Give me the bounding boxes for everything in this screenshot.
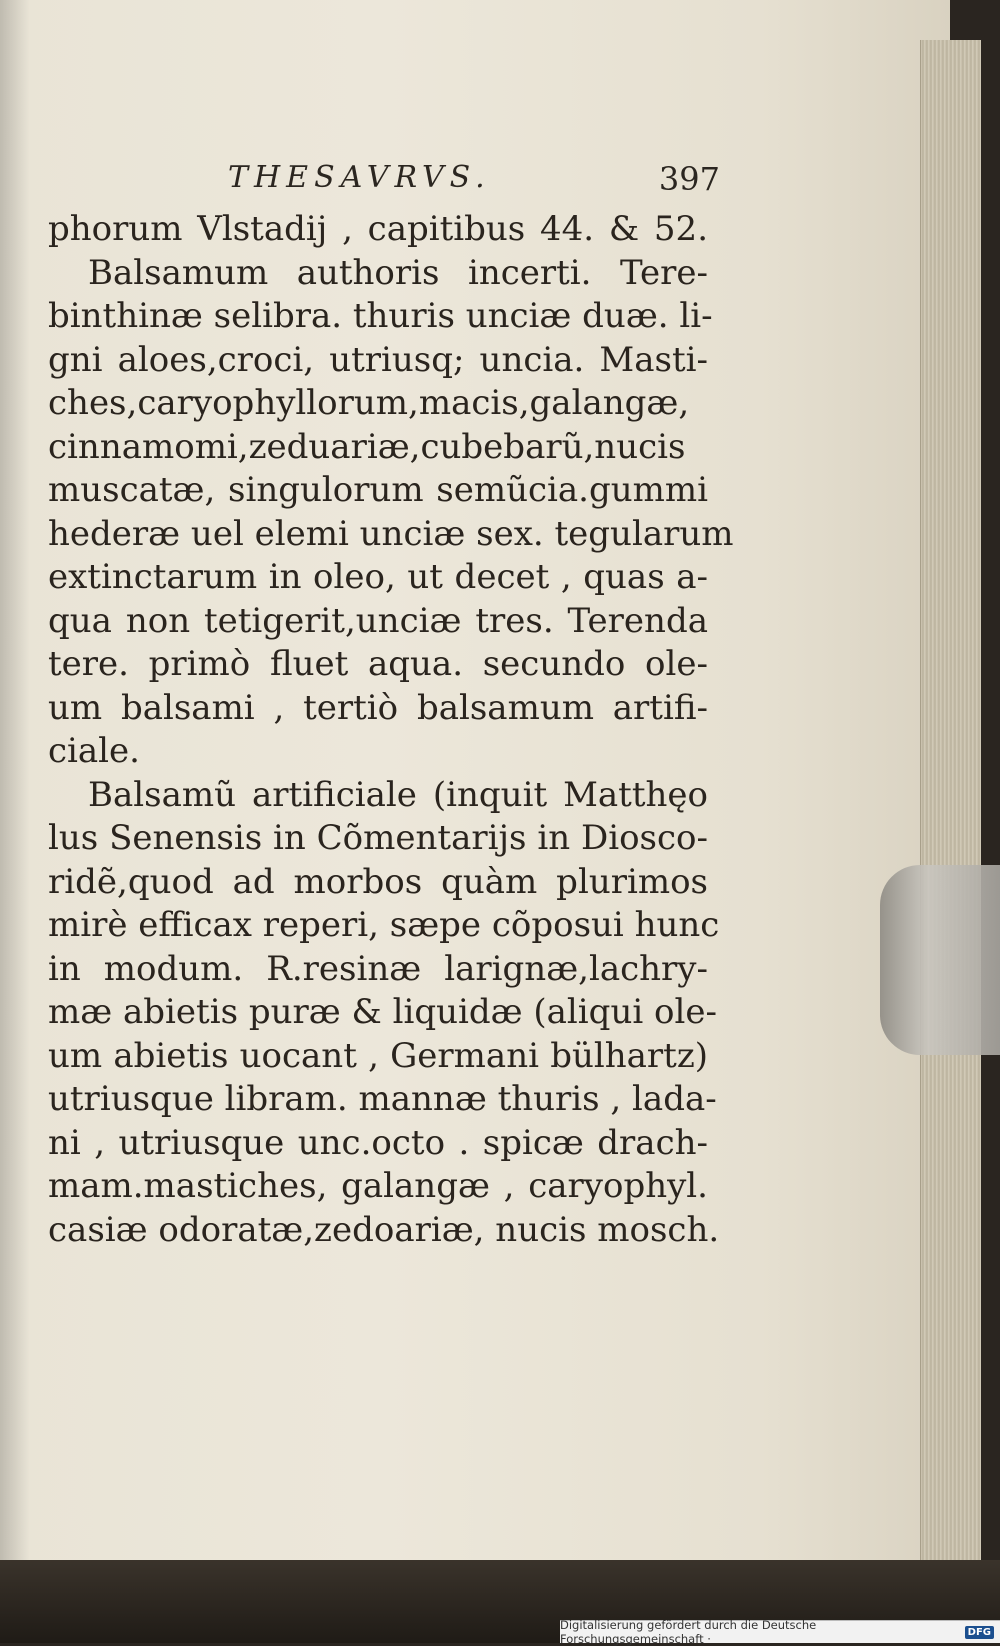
page-number: 397 (658, 160, 720, 198)
text-line: um abietis uocant , Germani bülhartz) (48, 1035, 708, 1076)
text-line: muscatæ, singulorum semũcia.gummi (48, 470, 708, 510)
text-line: ciale. (48, 731, 140, 771)
text-line: ches,caryophyllorum,macis,galangæ, (48, 383, 690, 423)
body-text (48, 208, 734, 1252)
text-line: ni , utriusque unc.octo . spicæ drach- (48, 1122, 708, 1163)
dfg-logo: DFG (965, 1626, 994, 1639)
text-line: tere. primò fluet aqua. secundo ole- (48, 644, 708, 684)
text-line: in modum. R.resinæ larignæ,lachry- (48, 948, 708, 989)
text-line: lus Senensis in Cõmentarijs in Diosco- (48, 818, 708, 858)
text-line: mæ abietis puræ & liquidæ (aliqui ole- (48, 992, 717, 1032)
text-line: extinctarum in oleo, ut decet , quas a- (48, 557, 708, 597)
page-header (200, 160, 720, 210)
digitization-footer (560, 1618, 1000, 1646)
text-line: Balsamum authoris incerti. Tere- (88, 252, 708, 293)
text-line: binthinæ selibra. thuris unciæ duæ. li- (48, 296, 713, 336)
bookmark-clip (880, 865, 1000, 1055)
text-line: phorum Vlstadij , capitibus 44. & 52. (48, 209, 708, 249)
footer-credit: Digitalisierung gefördert durch die Deutsche Forschungsgemeinschaft · (560, 1618, 817, 1646)
text-line: gni aloes,croci, utriusq; uncia. Masti- (48, 339, 708, 380)
text-line: Balsamũ artificiale (inquit Matthęo (88, 774, 708, 815)
page-edges (920, 40, 981, 1560)
text-line: um balsami , tertiò balsamum artifi- (48, 687, 708, 728)
text-line: hederæ uel elemi unciæ sex. tegularum (48, 513, 734, 554)
text-line: utriusque libram. mannæ thuris , lada- (48, 1079, 717, 1119)
text-line: mirè efficax reperi, sæpe cõposui hunc (48, 905, 720, 945)
text-line: mam.mastiches, galangæ , caryophyl. (48, 1166, 708, 1206)
running-title: THESAVRVS. (228, 160, 491, 195)
page-gutter-shadow (0, 0, 30, 1643)
text-line: qua non tetigerit,unciæ tres. Terenda (48, 600, 708, 641)
text-line: casiæ odoratæ,zedoariæ, nucis mosch. (48, 1209, 720, 1250)
text-line: cinnamomi,zeduariæ,cubebarũ,nucis (48, 426, 686, 467)
text-line: ridẽ,quod ad morbos quàm plurimos (48, 861, 708, 902)
